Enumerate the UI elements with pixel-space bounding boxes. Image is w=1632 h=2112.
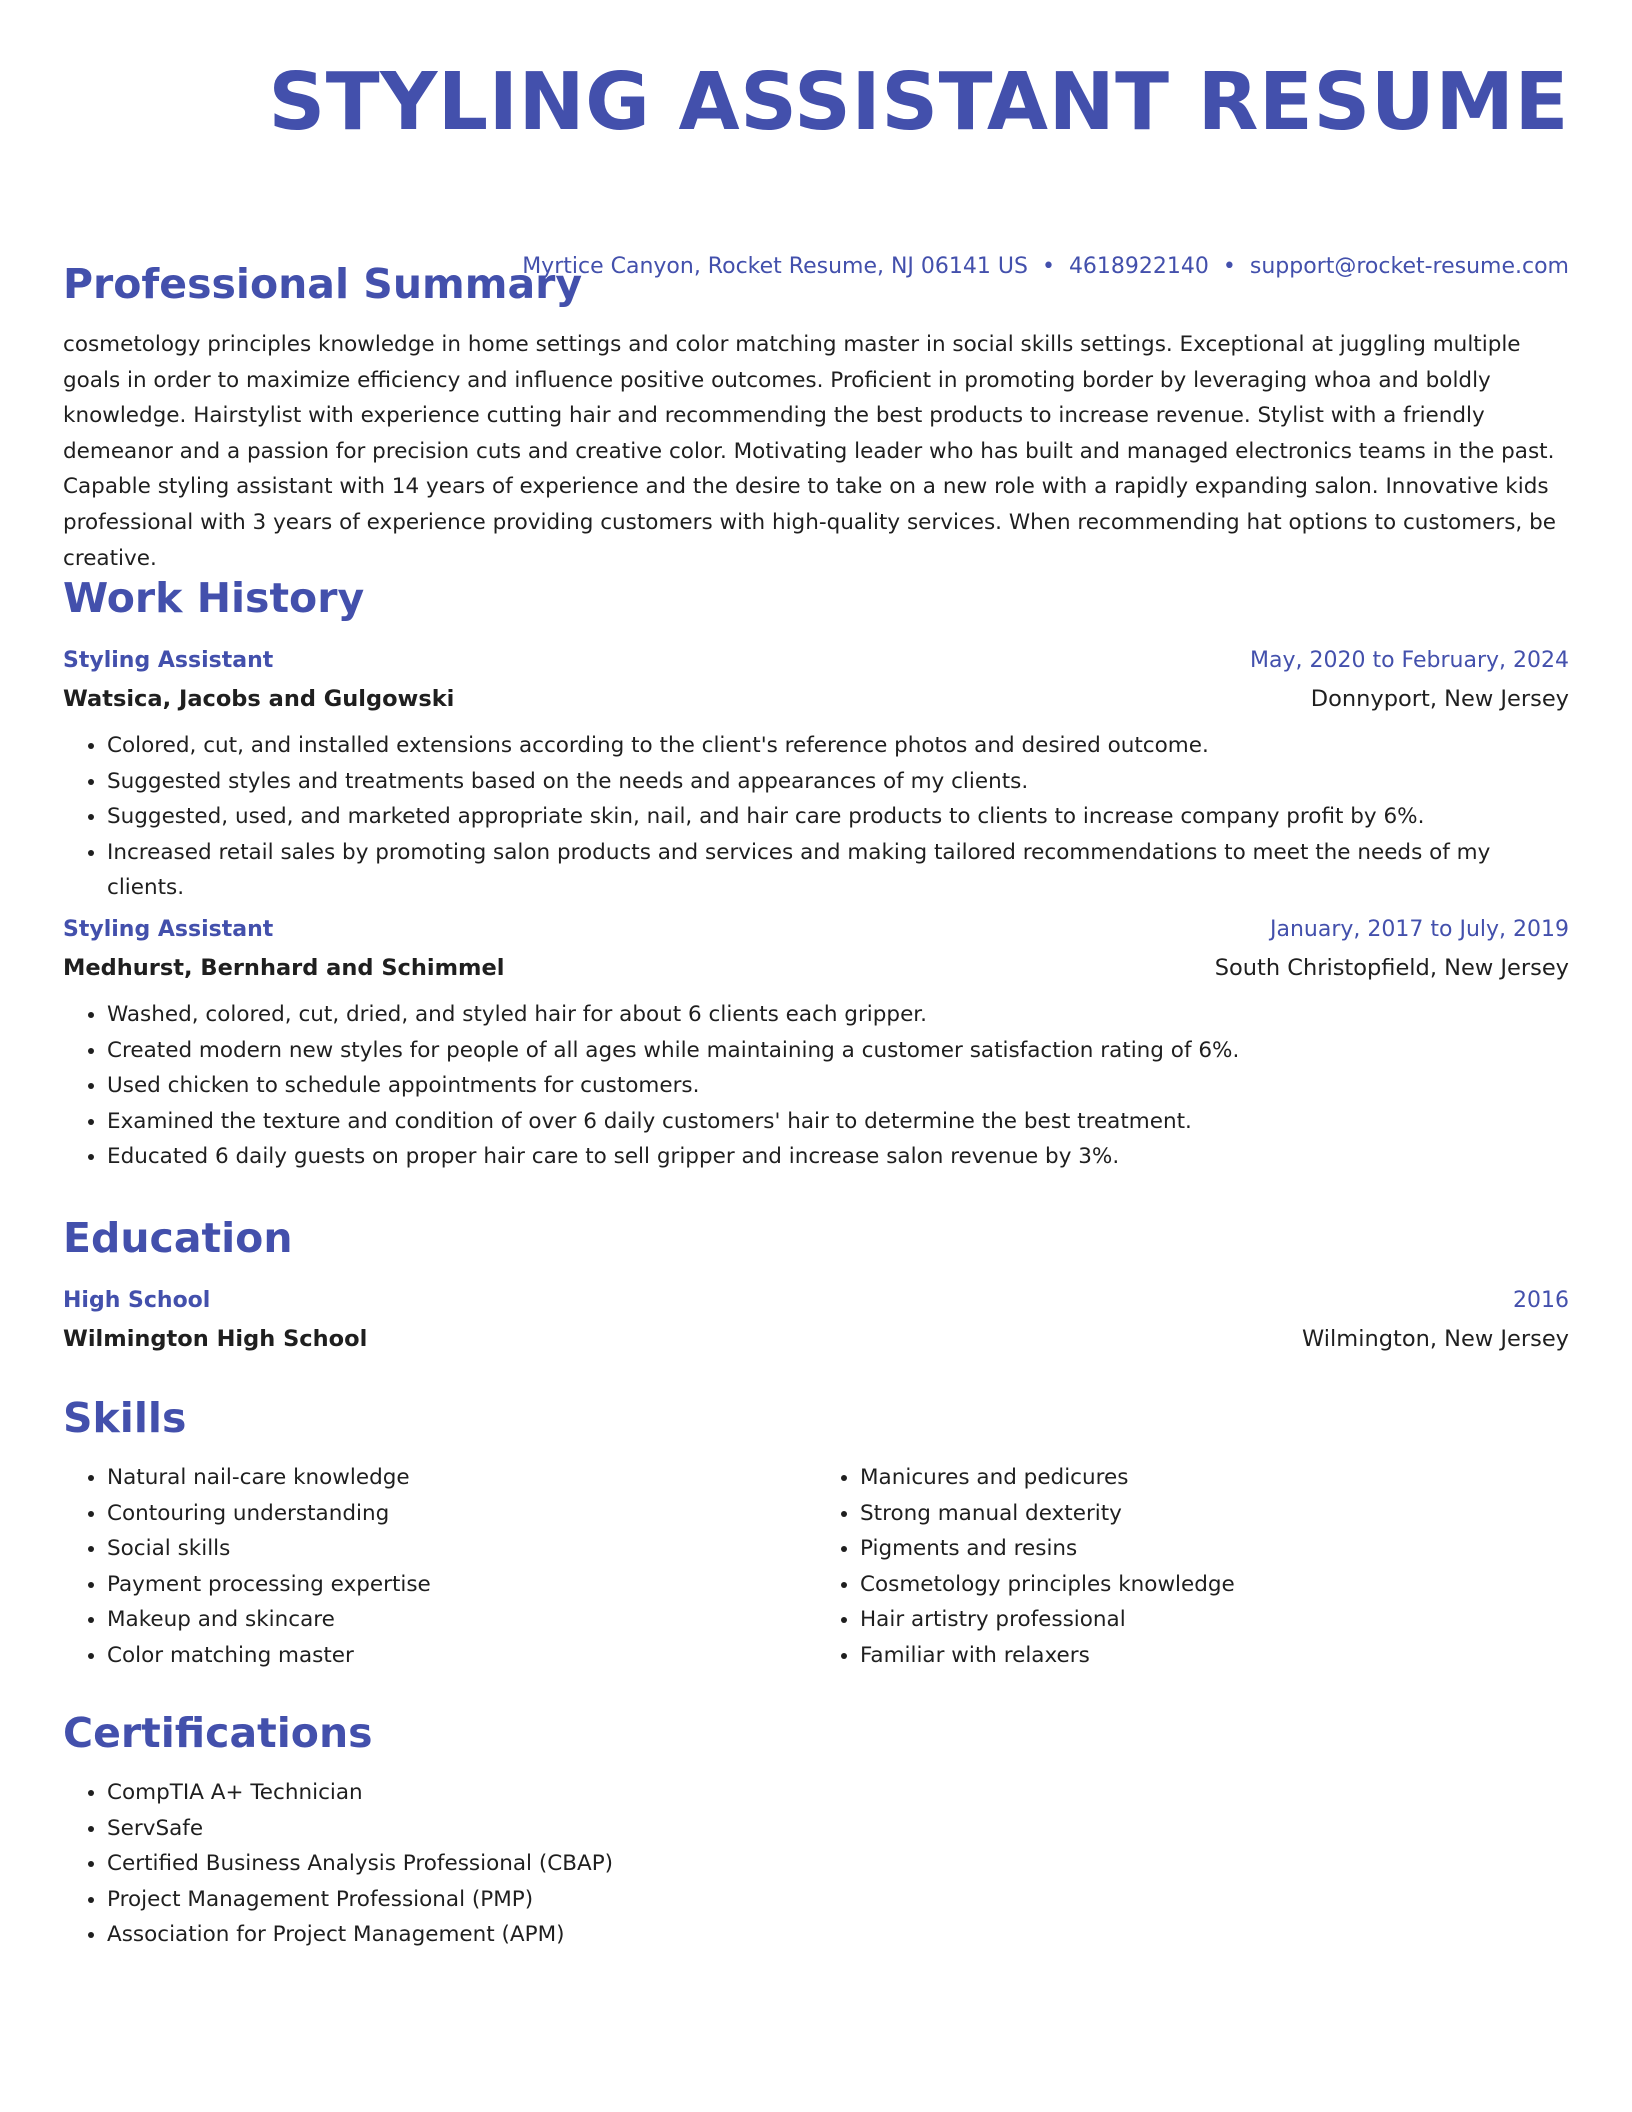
job-location: South Christopfield, New Jersey: [1214, 955, 1569, 981]
education-year: 2016: [1513, 1288, 1569, 1313]
job-location: Donnyport, New Jersey: [1310, 686, 1569, 712]
education-section: [63, 1212, 1569, 1354]
job-bullets: [63, 728, 1569, 906]
list-item: • CompTIA A+ Technician: [107, 1775, 1569, 1811]
job-title-row: [63, 646, 1569, 676]
education-school: Wilmington High School: [63, 1326, 368, 1352]
job-dates: January, 2017 to July, 2019: [1270, 917, 1569, 942]
list-item: • Color matching master: [107, 1638, 816, 1674]
contact-email[interactable]: support@rocket-resume.com: [1249, 254, 1569, 279]
list-item: • Contouring understanding: [107, 1496, 816, 1532]
job-dates: May, 2020 to February, 2024: [1250, 648, 1569, 673]
job-title-row: [63, 915, 1569, 945]
job-bullets: [63, 997, 1569, 1175]
skills-heading: Skills: [63, 1394, 187, 1442]
skills-columns: [63, 1460, 1569, 1674]
list-item: • Familiar with relaxers: [860, 1638, 1569, 1674]
list-item: • Created modern new styles for people of all ages while maintaining a customer satisfaction rating of 6%.: [107, 1033, 1569, 1069]
work-history-section: [63, 572, 1569, 624]
list-item: • Suggested, used, and marketed appropriate skin, nail, and hair care products to clients to increase company profit by 6%.: [107, 799, 1569, 835]
list-item: • Suggested styles and treatments based on the needs and appearances of my clients.: [107, 764, 1569, 800]
list-item: • Washed, colored, cut, dried, and styled hair for about 6 clients each gripper.: [107, 997, 1569, 1033]
list-item: • Examined the texture and condition of over 6 daily customers' hair to determine the best treatment.: [107, 1104, 1569, 1140]
list-item: • Educated 6 daily guests on proper hair care to sell gripper and increase salon revenue by 3%.: [107, 1139, 1569, 1175]
job-employer: Watsica, Jacobs and Gulgowski: [63, 686, 455, 712]
list-item: • Cosmetology principles knowledge: [860, 1567, 1569, 1603]
job-entry: [63, 646, 1569, 906]
job-title: Styling Assistant: [63, 917, 274, 942]
list-item: • Payment processing expertise: [107, 1567, 816, 1603]
skills-list-left: [63, 1460, 816, 1674]
list-item: • Hair artistry professional: [860, 1602, 1569, 1638]
list-item: • ServSafe: [107, 1811, 1569, 1847]
list-item: • Social skills: [107, 1531, 816, 1567]
skills-section: [63, 1392, 1569, 1674]
list-item: • Pigments and resins: [860, 1531, 1569, 1567]
contact-phone: 4618922140: [1068, 254, 1209, 279]
list-item: • Certified Business Analysis Professional (CBAP): [107, 1846, 1569, 1882]
summary-section: [63, 258, 1569, 576]
list-item: • Colored, cut, and installed extensions according to the client's reference photos and desired outcome.: [107, 728, 1569, 764]
list-item: • Manicures and pedicures: [860, 1460, 1569, 1496]
separator-dot: •: [1222, 254, 1236, 279]
summary-text: cosmetology principles knowledge in home settings and color matching master in social skills settings. Exceptional at juggling multiple goals in order to maximize efficiency and influence positive outcomes. Proficient in promoting border by leveraging whoa and boldly knowledge. Hairstylist with experience cutting hair and recommending the best products to increase revenue. Stylist with a friendly demeanor and a passion for precision cuts and creative color. Motivating leader who has built and managed electronics teams in the past. Capable styling assistant with 14 years of experience and the desire to take on a new role with a rapidly expanding salon. Innovative kids professional with 3 years of experience providing customers with high-quality services. When recommending hat options to customers, be creative.: [63, 332, 1556, 571]
list-item: • Project Management Professional (PMP): [107, 1882, 1569, 1918]
separator-dot: •: [1041, 254, 1055, 279]
education-school-row: [63, 1324, 1569, 1354]
certifications-heading: Certifications: [63, 1709, 373, 1757]
list-item: • Association for Project Management (APM): [107, 1917, 1569, 1953]
job-entry: [63, 915, 1569, 1175]
list-item: • Used chicken to schedule appointments for customers.: [107, 1068, 1569, 1104]
job-employer: Medhurst, Bernhard and Schimmel: [63, 955, 505, 981]
contact-address: Myrtice Canyon, Rocket Resume, NJ 06141 US: [522, 254, 1028, 279]
list-item: • Strong manual dexterity: [860, 1496, 1569, 1532]
education-heading: Education: [63, 1214, 293, 1262]
education-degree-row: [63, 1286, 1569, 1316]
education-degree: High School: [63, 1288, 211, 1313]
list-item: • Makeup and skincare: [107, 1602, 816, 1638]
education-location: Wilmington, New Jersey: [1302, 1326, 1569, 1352]
job-employer-row: [63, 684, 1569, 714]
resume-title: STYLING ASSISTANT RESUME: [268, 56, 1569, 148]
summary-heading: Professional Summary: [63, 260, 583, 308]
work-history-heading: Work History: [63, 574, 365, 622]
list-item: • Natural nail-care knowledge: [107, 1460, 816, 1496]
job-employer-row: [63, 953, 1569, 983]
certifications-section: [63, 1707, 1569, 1953]
job-title: Styling Assistant: [63, 648, 274, 673]
certifications-list: [63, 1775, 1569, 1953]
list-item: • Increased retail sales by promoting salon products and services and making tailored recommendations to meet the needs of my clients.: [107, 835, 1569, 906]
skills-list-right: [816, 1460, 1569, 1674]
